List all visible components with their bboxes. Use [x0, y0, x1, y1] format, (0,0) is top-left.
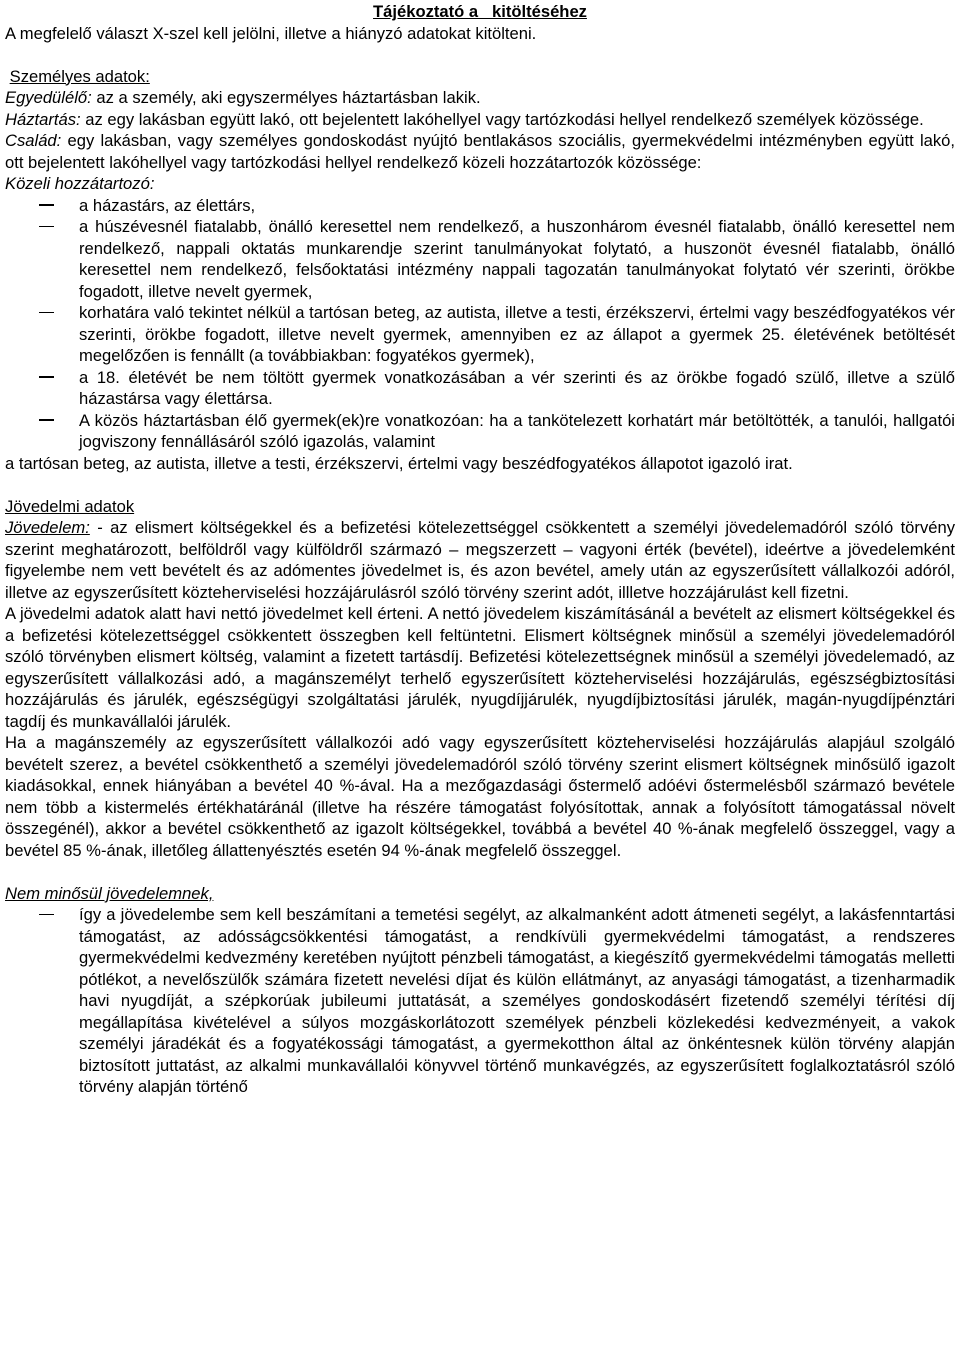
family-definition — [5, 130, 955, 173]
household-definition — [5, 109, 955, 131]
list-item — [5, 367, 955, 410]
household-text: az egy lakásban együtt lakó, ott bejelentett lakóhellyel vagy tartózkodási hellyel rendelkező személyek közössége. — [80, 109, 924, 129]
document-title: Tájékoztató a kitöltéséhez — [373, 2, 587, 21]
list-item-text: a húszévesnél fiatalabb, önálló keresettel nem rendelkező, a huszonhárom évesnél fiatalabb, önálló keresettel nem rendelkező, nappali oktatás munkarendje szerint tanulmányokat folytató, a huszonöt évesnél fiatalabb, önálló keresettel nem rendelkező, felsőoktatási intézmény nappali tagozatán tanulmányokat folytató vér szerinti, örökbe fogadott, illetve nevelt gyermek, — [79, 217, 955, 301]
household-label: Háztartás: — [5, 109, 81, 129]
income-paragraph-2: A jövedelmi adatok alatt havi nettó jövedelmet kell érteni. A nettó jövedelem kiszámításánál a bevételt az elismert költségekkel és a befizetési kötelezettséggel csökkentett összegben kell feltüntetni. Elismert költségnek minősül a személyi jövedelemadóról szóló törvényben elismert költség, valamint a fizetett tartásdíj. Befizetési kötelezettségnek minősül a személyi jövedelemadó, az egyszerűsített vállalkozási adó, a magánszemélyt terhelő egyszerűsített közteherviselési hozzájárulás, egészségbiztosítási hozzájárulás és járulék, egészségügyi szolgáltatási járulék, nyugdíjjárulék, nyugdíjbiztosítási járulék, magán-nyugdíjpénztári tagdíj és munkavállalói járulék. — [5, 604, 955, 731]
income-text: - az elismert költségekkel és a befizetési kötelezettséggel csökkentett a személyi jövedelemadóról szóló törvény szerint meghatározott, belföldről vagy külföldről származó – megszerzett – vagyoni érték (bevétel), ideértve a jövedelemként figyelembe nem vett bevételt és az adómentes jövedelmet is, és azon bevétel, amely után az egyszerűsített vállalkozói adóról, illetve az egyszerűsített közteherviselési hozzájárulásról szóló törvény szerint adót, illletve hozzájárulást kell fizetni. — [5, 518, 955, 602]
dash-bullet — [37, 195, 55, 217]
list-item-text: a 18. életévét be nem töltött gyermek vonatkozásában a vér szerinti és az örökbe fogadó szülő, illetve a szülő házastársa vagy élettársa. — [79, 367, 955, 408]
dash-bullet — [37, 367, 55, 389]
relatives-list — [5, 195, 955, 453]
personal-heading — [5, 66, 955, 88]
income-heading: Jövedelmi adatok — [5, 496, 135, 516]
spacer — [5, 861, 955, 883]
income-paragraph-3: Ha a magánszemély az egyszerűsített vállalkozói adó vagy egyszerűsített közteherviselési hozzájárulás alapjául szolgáló bevételt szerez, a bevétel csökkenthető a személyi jövedelemadóról szóló törvény szerint elismert költségnek minősülő igazolt kiadásokkal, ennek hiányában a bevétel 40 %-ával. Ha a mezőgazdasági őstermelő adóévi őstermelésből származó bevétele nem több a kistermelés értékhatáránál (illetve ha részére támogatást folyósítottak, annak a folyósított támogatással növelt összegénél), akkor a bevétel csökkenthető az igazolt költségekkel, továbbá a bevétel 40 %-ának megfelelő összeggel, vagy a bevétel 85 %-ának, illetőleg állattenyésztés esetén 94 %-ának megfelelő összeggel. — [5, 733, 955, 860]
family-label: Család: — [5, 131, 62, 150]
dash-bullet — [37, 302, 55, 324]
list-item-text: korhatára való tekintet nélkül a tartósan beteg, az autista, illetve a testi, érzékszervi, értelmi vagy beszédfogyatékos vér szerinti, örökbe fogadott, illetve nevelt gyermek, amennyiben ez az állapot a gyermek 25. életévének betöltését megelőzően is fennállt (a továbbiakban: fogyatékos gyermek), — [79, 303, 955, 365]
relatives-after-text: a tartósan beteg, az autista, illetve a testi, érzékszervi, értelmi vagy beszédfogyatékos állapotot igazoló irat. — [5, 453, 793, 473]
list-item — [5, 302, 955, 367]
relatives-label: Közeli hozzátartozó: — [5, 174, 155, 193]
single-label: Egyedülélő: — [5, 88, 92, 107]
spacer — [5, 44, 955, 66]
income-label: Jövedelem: — [5, 518, 90, 537]
list-item — [5, 904, 955, 1098]
excluded-heading: Nem minősül jövedelemnek, — [5, 883, 214, 903]
excluded-list — [5, 904, 955, 1098]
personal-heading-text: Személyes adatok: — [9, 66, 150, 86]
single-text: az a személy, aki egyszermélyes háztartásban lakik. — [91, 88, 481, 107]
intro-text: A megfelelő választ X-szel kell jelölni, illetve a hiányzó adatokat kitölteni. — [5, 23, 537, 43]
dash-bullet — [37, 904, 55, 926]
document-page — [5, 1, 955, 1098]
family-text: egy lakásban, vagy személyes gondoskodást nyújtó bentlakásos szociális, gyermekvédelmi intézményben együtt lakó, ott bejelentett lakóhellyel vagy tartózkodási hellyel rendelkező közeli hozzátartozók közössége: — [5, 131, 955, 172]
dash-bullet — [37, 410, 55, 432]
dash-bullet — [37, 216, 55, 238]
spacer — [5, 474, 955, 496]
list-item — [5, 216, 955, 302]
income-definition — [5, 517, 955, 603]
list-item — [5, 410, 955, 453]
list-item-text: így a jövedelembe sem kell beszámítani a temetési segélyt, az alkalmanként adott átmeneti segélyt, a lakásfenntartási támogatást, az adósságcsökkentési támogatást, a rendkívüli gyermekvédelmi támogatást, a rendszeres gyermekvédelmi kedvezmény keretében nyújtott pénzbeli támogatást, a kiegészítő gyermekvédelmi támogatás melletti pótlékot, a nevelőszülők számára fizetett nevelési díjat és külön ellátmányt, az anyasági támogatást, a tizenharmadik havi nyugdíját, a szépkorúak jubileumi juttatását, a személyes gondoskodásért fizetendő személyi térítési díj megállapítása kivételével a súlyos mozgáskorlátozott személyek pénzbeli közlekedési kedvezményeit, a vakok személyi járadékát és a fogyatékossági támogatást, a gyermekotthon által az önkéntesnek külön törvény alapján biztosított juttatást, az alkalmi munkavállalói könyvvel történő munkavégzés, az egyszerűsített foglalkoztatásról szóló törvény alapján történő — [79, 905, 955, 1096]
list-item-text: A közös háztartásban élő gyermek(ek)re vonatkozóan: ha a tankötelezett korhatárt már betöltötték, a tanulói, hallgatói jogviszony fennállásáról szóló igazolás, valamint — [79, 410, 955, 451]
single-definition — [5, 87, 955, 109]
list-item — [5, 195, 955, 217]
list-item-text: a házastárs, az élettárs, — [79, 195, 256, 215]
